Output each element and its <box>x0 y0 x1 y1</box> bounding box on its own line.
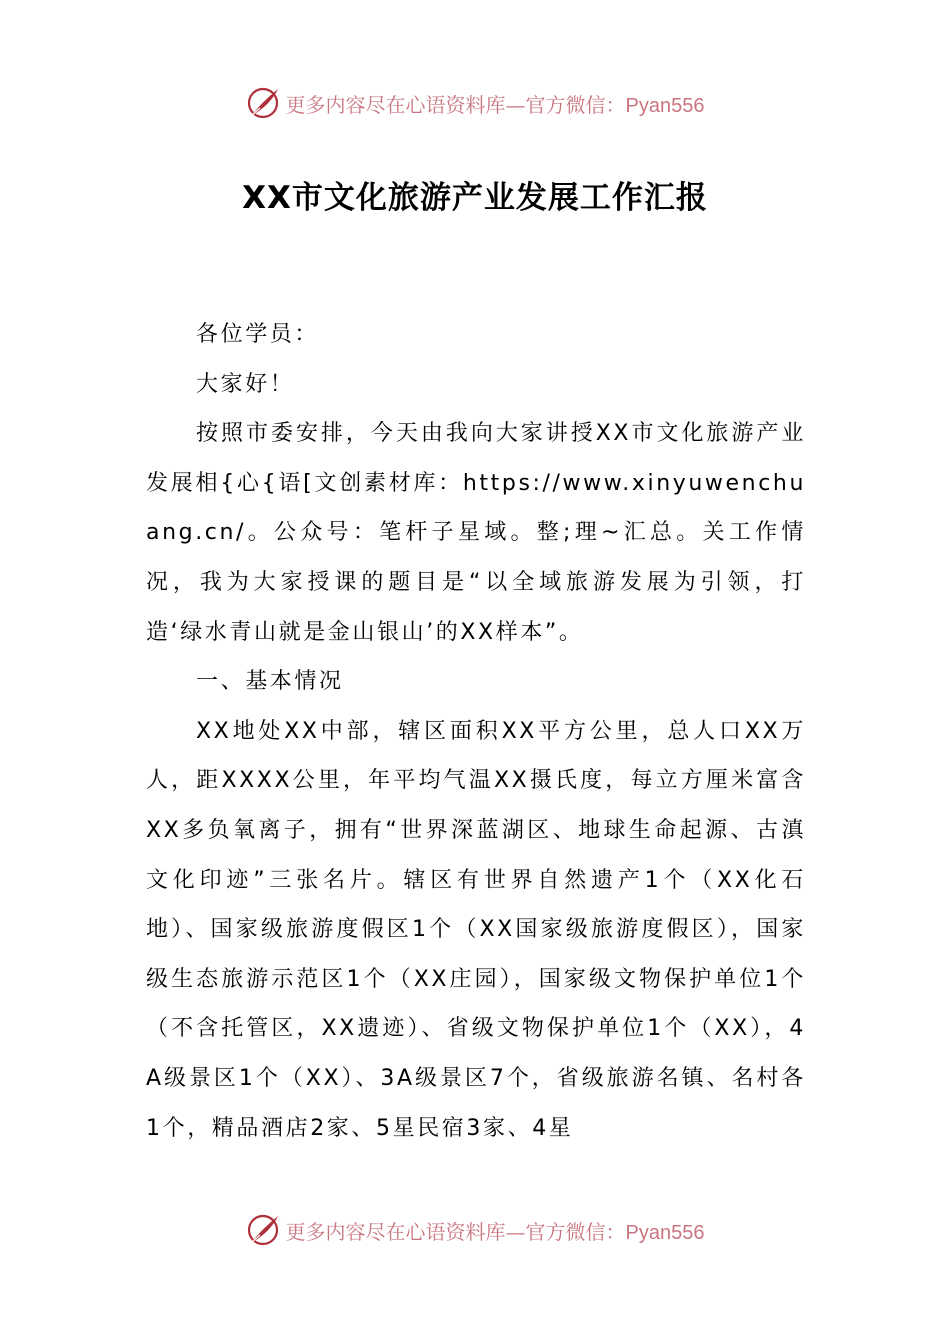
paragraph-intro: 按照市委安排，今天由我向大家讲授XX市文化旅游产业发展相{心{语[文创素材库：https://www.xinyuwenchuang.cn/。公众号：笔杆子星域。整;理~汇总。关工作情况，我为大家授课的题目是“以全域旅游发展为引领，打造‘绿水青山就是金山银山’的XX样本”。 <box>146 421 806 645</box>
paragraph-greeting: 大家好！ <box>196 371 295 397</box>
header-banner <box>0 80 950 126</box>
feather-pen-logo-icon <box>246 1212 282 1248</box>
document-body <box>146 310 806 1153</box>
banner-text: 更多内容尽在心语资料库—官方微信：Pyan556 <box>285 92 705 117</box>
section-heading: 一、基本情况 <box>196 669 344 695</box>
paragraph-salutation: 各位学员： <box>196 322 320 347</box>
wechat-id: Pyan556 <box>625 94 705 117</box>
document-title: XX市文化旅游产业发展工作汇报 <box>242 180 708 216</box>
banner-text: 更多内容尽在心语资料库—官方微信：Pyan556 <box>285 1219 705 1244</box>
footer-banner <box>0 1207 950 1253</box>
wechat-id: Pyan556 <box>625 1221 705 1244</box>
feather-pen-logo-icon <box>246 85 282 121</box>
paragraph-basic-info: XX地处XX中部，辖区面积XX平方公里，总人口XX万人，距XXXX公里，年平均气温XX摄氏度，每立方厘米富含XX多负氧离子，拥有“世界深蓝湖区、地球生命起源、古滇文化印迹”三张名片。辖区有世界自然遗产1个（XX化石地）、国家级旅游度假区1个（XX国家级旅游度假区），国家级生态旅游示范区1个（XX庄园），国家级文物保护单位1个（不含托管区，XX遗迹）、省级文物保护单位1个（XX），4A级景区1个（XX）、3A级景区7个，省级旅游名镇、名村各1个，精品酒店2家、5星民宿3家、4星 <box>146 718 806 1141</box>
